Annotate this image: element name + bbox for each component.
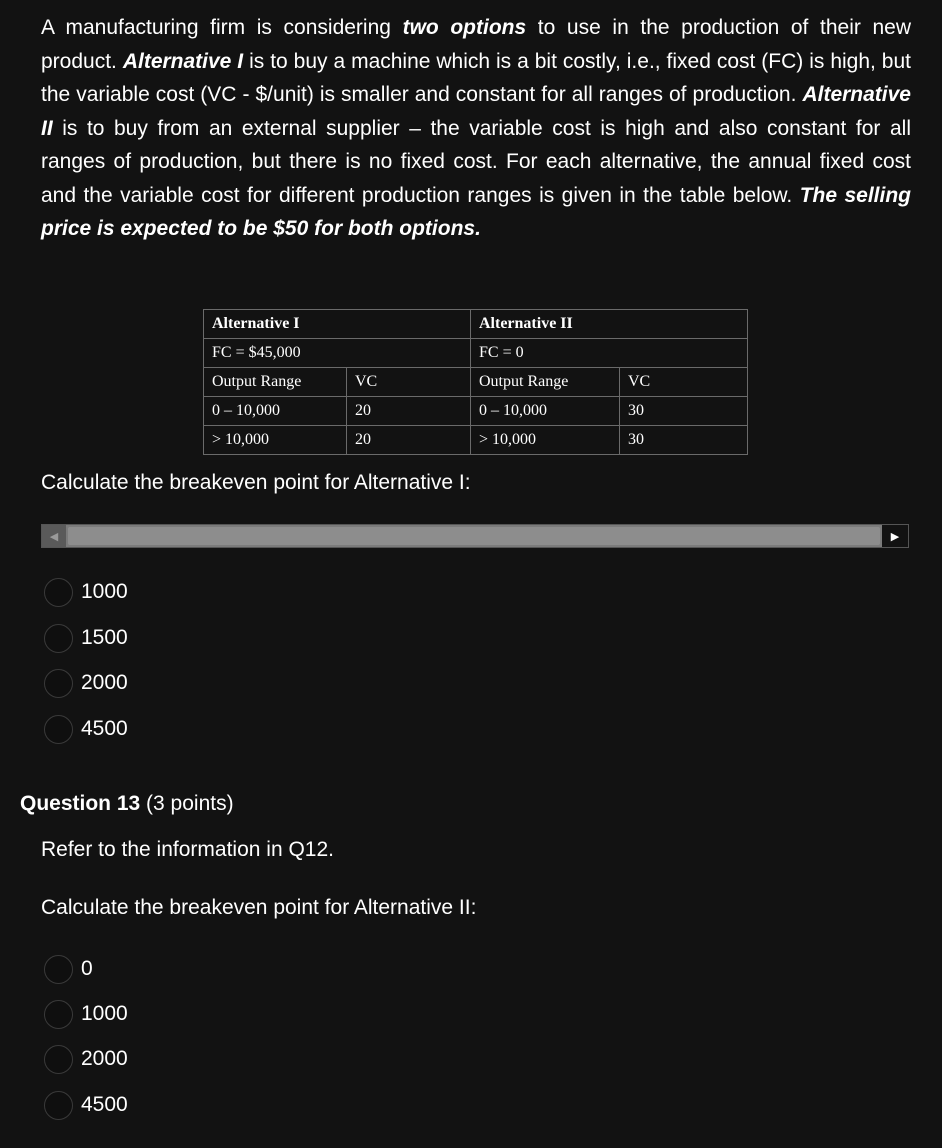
alt1-fixed-cost: FC = $45,000 [204, 339, 471, 368]
table-row [204, 339, 748, 368]
alt2-range-cell: 0 – 10,000 [471, 397, 620, 426]
option-label: 0 [81, 957, 93, 980]
alt2-col-vc: VC [620, 368, 748, 397]
table-row [204, 426, 748, 455]
intro-text-4: is to buy from an external supplier – the variable cost is high and also constant for all ranges of production, but there is no fixed cost. For each alternative, the annual fixed cost and the variable cost for different production ranges is given in the table below. [41, 116, 911, 207]
intro-emphasis-two-options: two options [402, 16, 527, 39]
q13-prompt: Calculate the breakeven point for Alternative II: [41, 896, 477, 919]
q12-option[interactable] [44, 714, 128, 744]
intro-alternative-1-label: Alternative I [122, 49, 244, 73]
q13-refer: Refer to the information in Q12. [41, 838, 334, 861]
question-13-points: (3 points) [140, 792, 234, 815]
alt1-col-vc: VC [347, 368, 471, 397]
radio-button[interactable] [44, 624, 73, 653]
alt2-vc-cell: 30 [620, 426, 748, 455]
q12-option[interactable] [44, 668, 128, 698]
alt1-range-cell: > 10,000 [204, 426, 347, 455]
radio-button[interactable] [44, 1000, 73, 1029]
alt2-vc-cell: 30 [620, 397, 748, 426]
scrollbar-thumb[interactable] [68, 527, 880, 545]
option-label: 4500 [81, 717, 128, 740]
q13-option[interactable] [44, 954, 93, 984]
alt1-vc-cell: 20 [347, 397, 471, 426]
question-13-heading [20, 789, 234, 819]
scroll-right-button[interactable] [882, 525, 908, 547]
table-row [204, 368, 748, 397]
scroll-left-button[interactable] [42, 525, 66, 547]
cost-table [203, 309, 748, 455]
radio-button[interactable] [44, 669, 73, 698]
radio-button[interactable] [44, 1045, 73, 1074]
q13-option[interactable] [44, 1044, 128, 1074]
arrow-right-icon: ▶ [890, 530, 900, 543]
alt2-col-output-range: Output Range [471, 368, 620, 397]
alt2-range-cell: > 10,000 [471, 426, 620, 455]
q13-option[interactable] [44, 1090, 128, 1120]
radio-button[interactable] [44, 1091, 73, 1120]
q12-option[interactable] [44, 577, 128, 607]
intro-alternative-2-label: Alternative II [41, 83, 911, 140]
alt2-fixed-cost: FC = 0 [471, 339, 748, 368]
intro-text-2: to use in the production of their new product. [41, 16, 911, 73]
horizontal-scrollbar[interactable] [41, 524, 909, 548]
alt1-header: Alternative I [204, 310, 471, 339]
option-label: 1500 [81, 626, 128, 649]
alt1-range-cell: 0 – 10,000 [204, 397, 347, 426]
q12-prompt: Calculate the breakeven point for Alternative I: [41, 471, 471, 494]
q13-option[interactable] [44, 999, 128, 1029]
option-label: 1000 [81, 1002, 128, 1025]
table-row [204, 397, 748, 426]
radio-button[interactable] [44, 955, 73, 984]
option-label: 2000 [81, 671, 128, 694]
question-12-text [41, 11, 911, 246]
option-label: 2000 [81, 1047, 128, 1070]
arrow-left-icon: ◀ [49, 530, 59, 543]
q12-option[interactable] [44, 623, 128, 653]
alt2-header: Alternative II [471, 310, 748, 339]
intro-selling-price: The selling price is expected to be $50 for both options. [41, 183, 911, 240]
intro-text-1: A manufacturing firm is considering [41, 16, 403, 39]
question-13-title: Question 13 [20, 792, 141, 815]
option-label: 4500 [81, 1093, 128, 1116]
intro-text-3: is to buy a machine which is a bit costly, i.e., fixed cost (FC) is high, but the variable cost (VC - $/unit) is smaller and constant for all ranges of production. [41, 49, 912, 106]
table-row [204, 310, 748, 339]
option-label: 1000 [81, 580, 128, 603]
alt1-vc-cell: 20 [347, 426, 471, 455]
radio-button[interactable] [44, 578, 73, 607]
radio-button[interactable] [44, 715, 73, 744]
alt1-col-output-range: Output Range [204, 368, 347, 397]
